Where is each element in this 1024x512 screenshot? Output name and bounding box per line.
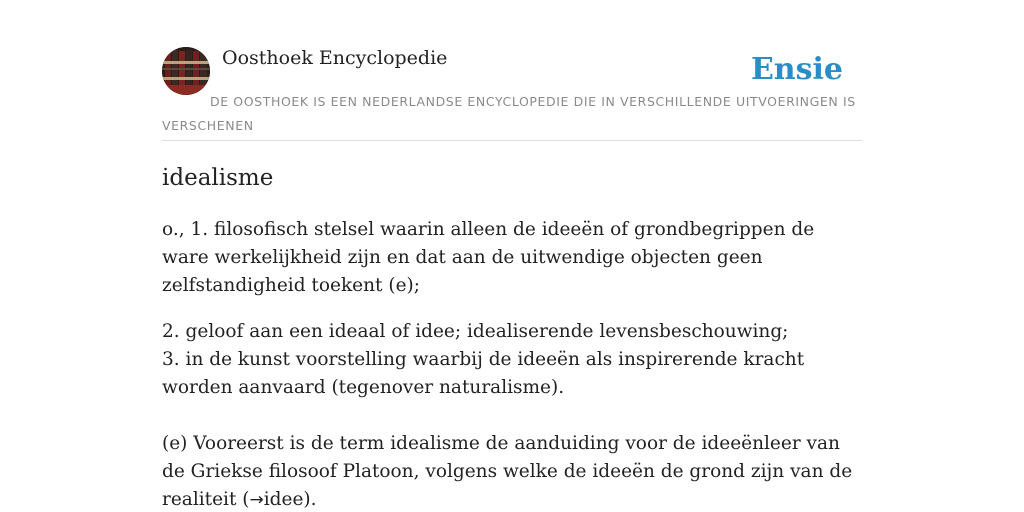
- definitions-2-3: [162, 318, 862, 402]
- entry-note: [162, 430, 862, 512]
- note-text: (e) Vooreerst is de term idealisme de aanduiding voor de ideeënleer van de Griekse filosoof Platoon, volgens welke de ideeën de grond zijn van de realiteit (: [162, 433, 853, 510]
- definition-2: 2. geloof aan een ideaal of idee; idealiserende levensbeschouwing;: [162, 321, 789, 342]
- entry-content: [162, 160, 862, 512]
- definition-1: o., 1. filosofisch stelsel waarin alleen de ideeën of grondbegrippen de ware werkelijkheid zijn en dat aan de uitwendige objecten geen zelfstandigheid toekent (e);: [162, 219, 815, 296]
- definition-3: 3. in de kunst voorstelling waarbij de ideeën als inspirerende kracht worden aanvaard (tegenover naturalisme).: [162, 349, 805, 398]
- site-header: [162, 46, 862, 141]
- entry-term: idealisme: [162, 165, 274, 191]
- note-link-idee[interactable]: idee: [263, 489, 304, 510]
- note-end: ).: [303, 489, 317, 510]
- brand-logo[interactable]: Ensie: [750, 52, 843, 87]
- site-name[interactable]: Oosthoek Encyclopedie: [222, 47, 448, 69]
- arrow-right-icon: →: [249, 490, 264, 510]
- site-tagline: DE OOSTHOEK IS EEN NEDERLANDSE ENCYCLOPEDIE DIE IN VERSCHILLENDE UITVOERINGEN IS VERSCHENEN: [162, 94, 856, 133]
- book-spines-avatar-icon[interactable]: [162, 47, 210, 95]
